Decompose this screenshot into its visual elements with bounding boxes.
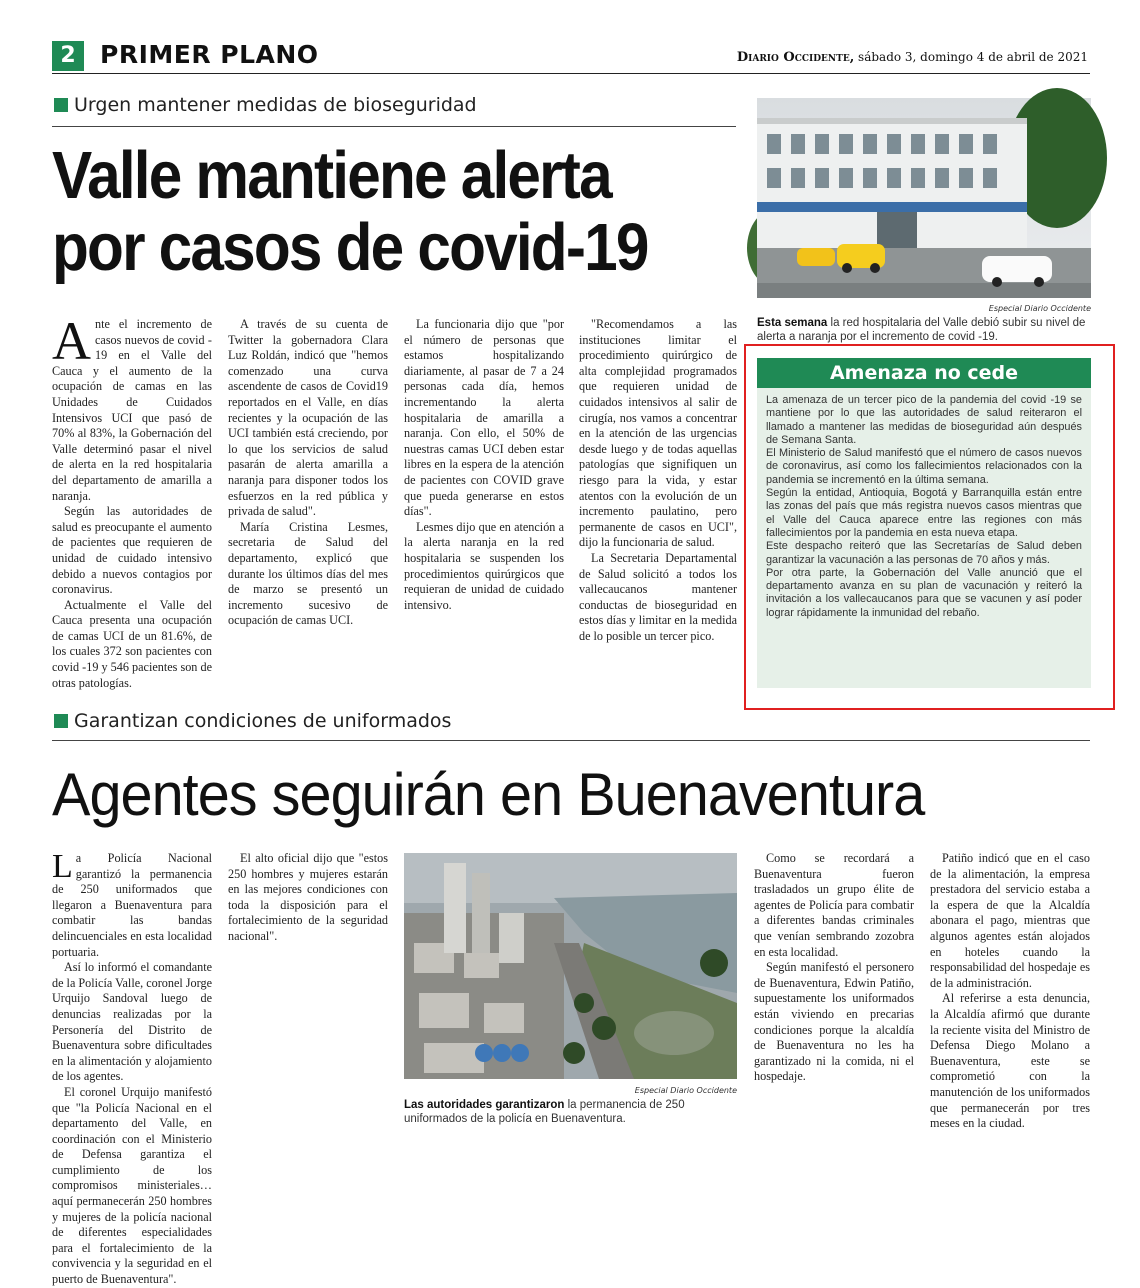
article1-paragraph-6: La funcionaria dijo que "por el número de personas que estamos hospitalizando diariamente, al pasar de 7 a 24 personas cada día, hemos incrementando la alerta hospitalaria de amarilla a naranja. Con ello, el 50% de nuestras camas UCI deben estar libres en la espera de la atención de pacientes con COVID grave que pueda generarse en estos días". (404, 317, 564, 519)
article2-kicker-rule (52, 740, 1090, 741)
sidebar-paragraph-1: La amenaza de un tercer pico de la pandemia del covid -19 se mantiene por lo que las autoridades de salud reiteraron el llamado a mantener las medidas de bioseguridad aún después de Semana Santa. (766, 394, 1082, 446)
sidebar-box (757, 358, 1091, 688)
article1-kicker-text: Urgen mantener medidas de bioseguridad (74, 94, 477, 116)
article2-column-4 (930, 851, 1090, 1132)
article1-column-4 (579, 317, 737, 644)
article1-paragraph-7: Lesmes dijo que en atención a la alerta naranja en la red hospitalaria se suspenden los procedimientos quirúrgicos que requieran de unidad de cuidado intensivo. (404, 519, 564, 612)
hospital-caption-text: la red hospitalaria del Valle debió subir su nivel de alerta a naranja por el incremento de covid -19. (757, 317, 1086, 343)
page-number: 2 (52, 41, 84, 71)
article1-column-2 (228, 317, 388, 629)
sidebar-title: Amenaza no cede (757, 358, 1091, 388)
article1-dropcap: A (52, 311, 91, 371)
hospital-photo-caption (757, 316, 1091, 344)
masthead (737, 50, 1088, 65)
article1-kicker-rule (52, 126, 736, 127)
buenaventura-caption-text: la permanencia de 250 uniformados de la policía en Buenaventura. (404, 1099, 685, 1125)
buenaventura-photo-credit: Especial Diario Occidente (634, 1086, 737, 1095)
buenaventura-photo-caption (404, 1098, 737, 1126)
newspaper-brand: Diario Occidente, (736, 50, 855, 65)
article1-paragraph-2: Según las autoridades de salud es preocupante el aumento de pacientes que requieren de unidad de cuidado intensivo debido a nuevos contagios por coronavirus. (52, 504, 212, 597)
article1-headline (52, 140, 682, 284)
hospital-photo-credit: Especial Diario Occidente (988, 304, 1091, 313)
buenaventura-caption-bold: Las autoridades garantizaron (404, 1099, 565, 1111)
article1-column-3 (404, 317, 564, 613)
section-title: PRIMER PLANO (100, 40, 319, 69)
buenaventura-photo-illustration (404, 853, 737, 1079)
kicker-square-icon-2 (54, 714, 68, 728)
hospital-photo (757, 98, 1091, 298)
article2-headline: Agentes seguirán en Buenaventura (52, 761, 925, 828)
article1-paragraph-9: La Secretaria Departamental de Salud solicitó a todos los vallecaucanos mantener conductas de bioseguridad en estos días y limitar en la medida de lo posible un tercer pico. (579, 550, 737, 643)
sidebar-paragraph-2: El Ministerio de Salud manifestó que el número de casos nuevos de coronavirus, así como los fallecimientos relacionados con la pandemia se incrementó en la última semana. (766, 447, 1082, 486)
article1-paragraph-3: Actualmente el Valle del Cauca presenta una ocupación de camas UCI de un 81.6%, de los cuales 372 son pacientes con covid -19 y 546 pacientes son de otras patologías. (52, 597, 212, 690)
article2-dropcap: L (52, 848, 73, 885)
article1-headline-line2: por casos de covid-19 (52, 210, 648, 285)
article1-paragraph-8: "Recomendamos a las instituciones limitar el procedimiento quirúrgico de alta complejidad programados que requieren unidad de cuidados intensivos al salir de cirugía, nos vamos a concentrar en la atención de las urgencias desde luego y de todas aquellas patologías que signifiquen un riesgo para la vida, y estar atentos con la evolución de un incremento paulatino, pero permanente de casos en UCI", dijo la funcionaria de salud. (579, 317, 737, 550)
article1-kicker (54, 94, 477, 116)
article2-paragraph-7: Patiño indicó que en el caso de la alimentación, la empresa prestadora del servicio estaba a la espera de que la Alcaldía abonara el pago, mientras que algunos agentes están alojados en hoteles cuando la responsabilidad del hospedaje es de la administración. (930, 851, 1090, 990)
sidebar-paragraph-5: Por otra parte, la Gobernación del Valle anunció que el departamento avanza en su plan de vacunación y reiteró la invitación a los vallecaucanos para que se vacunen y así poder lograr rápidamente la inmunidad del rebaño. (766, 566, 1082, 619)
article2-paragraph-8: Al referirse a esta denuncia, la Alcaldía afirmó que durante la reciente visita del Ministro de Defensa Diego Molano a Buenaventura, este se comprometió con la manutención de los uniformados que permanecerán por tres meses en la ciudad. (930, 991, 1090, 1131)
article2-paragraph-6: Según manifestó el personero de Buenaventura, Edwin Patiño, supuestamente los uniformados están viviendo en precarias condiciones porque la alcaldía de Buenaventura no les ha garantizado ni la comida, ni el hospedaje. (754, 960, 914, 1084)
article2-paragraph-1: La Policía Nacional garantizó la permanencia de 250 uniformados que llegaron a Buenaventura para combatir las bandas delincuenciales en esta localidad portuaria. (52, 848, 212, 959)
article2-paragraph-4: El alto oficial dijo que "estos 250 hombres y mujeres estarán en las mejores condiciones con toda la disposición para el fortalecimiento de la seguridad nacional". (228, 851, 388, 943)
sidebar-paragraph-4: Este despacho reiteró que las Secretarías de Salud deben garantizar la vacunación a las personas de 70 años y más. (766, 540, 1082, 566)
buenaventura-photo (404, 853, 737, 1079)
article2-paragraph-5: Como se recordará a Buenaventura fueron trasladados un grupo élite de agentes de Policía para combatir a diferentes bandas criminales que venían sembrando zozobra en esta localidad. (754, 851, 914, 959)
article1-column-1 (52, 311, 212, 691)
article1-headline-line1: Valle mantiene alerta (52, 138, 611, 213)
sidebar-text (757, 388, 1091, 620)
article2-column-3 (754, 851, 914, 1085)
article1-paragraph-1: Ante el incremento de casos nuevos de covid - 19 en el Valle del Cauca y el aumento de la ocupación de camas en las Unidades de Cuidados Intensivos UCI que pasó de 70% al 83%, la Gobernación del Valle determinó pasar el nivel de alerta en la red hospitalaria del departamento de amarilla a naranja. (52, 311, 212, 503)
article2-column-2 (228, 851, 388, 945)
article1-paragraph-5: María Cristina Lesmes, secretaria de Salud del departamento, explicó que durante los últimos días del mes de marzo se presentó un incremento sucesivo de ocupación de camas UCI. (228, 519, 388, 628)
kicker-square-icon (54, 98, 68, 112)
article2-paragraph-3: El coronel Urquijo manifestó que "la Policía Nacional en el departamento del Valle, en coordinación con el Ministerio de Defensa garantiza el cumplimiento de los compromisos ministeriales… aquí permanecerán 250 hombres y mujeres de la policía nacional de diferentes especialidades para el fortalecimiento de la convivencia y la seguridad en el puerto de Buenaventura". (52, 1084, 212, 1287)
article2-paragraph-2: Así lo informó el comandante de la Policía Valle, coronel Jorge Urquijo Sandoval luego de denuncias realizadas por la Personería del Distrito de Buenaventura sobre dificultades en la alimentación y alojamiento de los agentes. (52, 960, 212, 1084)
hospital-caption-bold: Esta semana (757, 317, 828, 329)
article2-column-1 (52, 848, 212, 1288)
article1-paragraph-4: A través de su cuenta de Twitter la gobernadora Clara Luz Roldán, indicó que "hemos comenzado una curva ascendente de casos de Covid19 reportados en el Valle, en días recientes y la ocupación de las UCI también está creciendo, por lo que los servicios de salud pasarán de alerta amarilla a naranja para disponer todos los esfuerzos en la red pública y privada de salud". (228, 317, 388, 519)
hospital-photo-illustration (757, 98, 1091, 298)
issue-date: sábado 3, domingo 4 de abril de 2021 (858, 50, 1088, 64)
header-rule (52, 73, 1090, 74)
article2-kicker (54, 710, 451, 732)
sidebar-paragraph-3: Según la entidad, Antioquia, Bogotá y Barranquilla están entre las zonas del país que más registra nuevos casos mientras que el Valle del Cauca aparece entre las regiones con más fallecimientos por la pandemia en esta nueva etapa. (766, 487, 1082, 539)
article2-kicker-text: Garantizan condiciones de uniformados (74, 710, 452, 732)
